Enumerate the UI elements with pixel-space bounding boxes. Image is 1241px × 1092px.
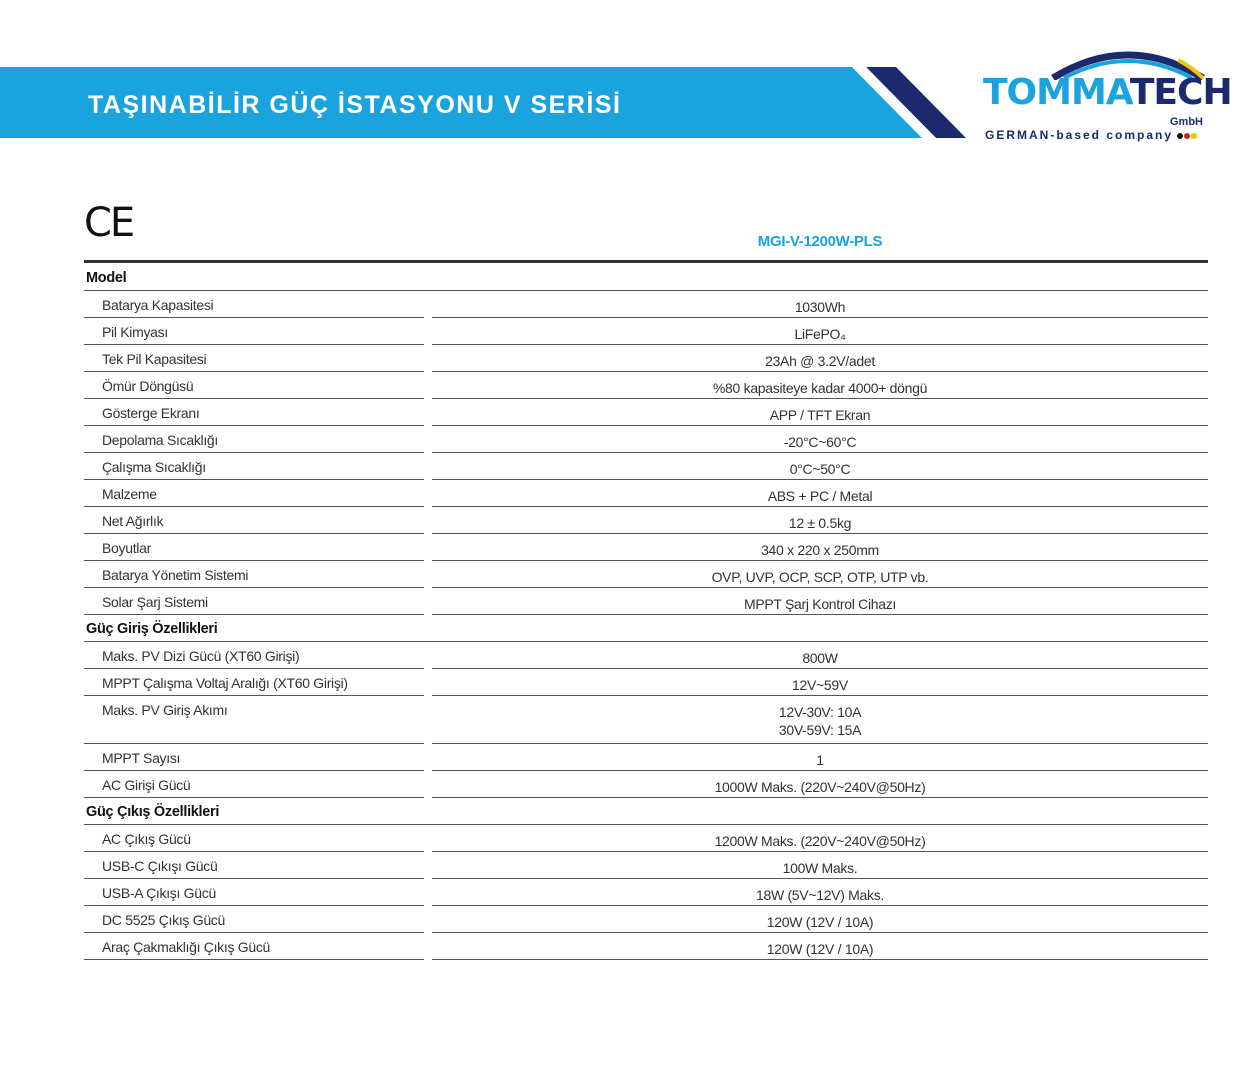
table-row	[84, 345, 1208, 372]
spec-value: 12 ± 0.5kg	[788, 515, 852, 531]
spec-value: 12V~59V	[792, 677, 848, 693]
table-row	[84, 825, 1208, 852]
table-row	[84, 480, 1208, 507]
spec-label: USB-A Çıkışı Gücü	[102, 885, 216, 901]
table-row	[84, 534, 1208, 561]
table-row	[84, 879, 1208, 906]
table-row	[84, 426, 1208, 453]
spec-value: LiFePO₄	[794, 326, 846, 342]
row-divider-left	[84, 959, 424, 960]
table-row	[84, 906, 1208, 933]
spec-label: Batarya Yönetim Sistemi	[102, 567, 249, 583]
spec-label: Boyutlar	[102, 540, 151, 556]
spec-label: Batarya Kapasitesi	[102, 297, 214, 313]
spec-label: Çalışma Sıcaklığı	[102, 459, 206, 475]
table-row	[84, 291, 1208, 318]
logo-wordmark: TOMMATECH	[983, 72, 1232, 113]
spec-value: OVP, UVP, OCP, SCP, OTP, UTP vb.	[711, 569, 929, 585]
spec-value: %80 kapasiteye kadar 4000+ döngü	[712, 380, 928, 396]
logo-tagline: GERMAN-based company	[985, 128, 1197, 142]
spec-value: 340 x 220 x 250mm	[761, 542, 879, 558]
spec-label: AC Girişi Gücü	[102, 777, 191, 793]
spec-label: Depolama Sıcaklığı	[102, 432, 218, 448]
spec-value: 1030Wh	[794, 299, 846, 315]
section-title: Güç Çıkış Özellikleri	[86, 804, 220, 820]
section-header-row	[84, 798, 1208, 825]
row-divider-right	[432, 959, 1208, 960]
spec-value: MPPT Şarj Kontrol Cihazı	[743, 596, 897, 612]
header-banner	[0, 67, 966, 138]
table-row	[84, 771, 1208, 798]
spec-value: 800W	[802, 650, 838, 666]
section-header-row	[84, 264, 1208, 291]
table-top-rule	[84, 260, 1208, 263]
table-row	[84, 696, 1208, 744]
section-header-row	[84, 615, 1208, 642]
spec-label: Net Ağırlık	[102, 513, 164, 529]
table-row	[84, 453, 1208, 480]
page-title: TAŞINABİLİR GÜÇ İSTASYONU V SERİSİ	[88, 91, 622, 119]
spec-label: MPPT Çalışma Voltaj Aralığı (XT60 Girişi)	[102, 675, 348, 691]
spec-value: 12V-30V: 10A 30V-59V: 15A	[778, 704, 862, 738]
spec-label: Maks. PV Dizi Gücü (XT60 Girişi)	[102, 648, 300, 664]
spec-value: 0°C~50°C	[789, 461, 851, 477]
spec-label: AC Çıkış Gücü	[102, 831, 191, 847]
spec-value: 1200W Maks. (220V~240V@50Hz)	[714, 833, 926, 849]
spec-value: APP / TFT Ekran	[769, 407, 871, 423]
table-row	[84, 399, 1208, 426]
spec-value: 1000W Maks. (220V~240V@50Hz)	[714, 779, 926, 795]
table-row	[84, 318, 1208, 345]
spec-value: ABS + PC / Metal	[767, 488, 873, 504]
spec-label: Gösterge Ekranı	[102, 405, 200, 421]
spec-label: USB-C Çıkışı Gücü	[102, 858, 218, 874]
spec-label: Malzeme	[102, 486, 157, 502]
table-row	[84, 588, 1208, 615]
spec-label: Solar Şarj Sistemi	[102, 594, 208, 610]
table-row	[84, 561, 1208, 588]
spec-value: 120W (12V / 10A)	[766, 914, 874, 930]
spec-value: 23Ah @ 3.2V/adet	[765, 353, 875, 369]
table-row	[84, 669, 1208, 696]
model-code: MGI-V-1200W-PLS	[757, 233, 883, 250]
spec-value: 120W (12V / 10A)	[766, 941, 874, 957]
logo-gmbh: GmbH	[1170, 116, 1203, 128]
table-row	[84, 507, 1208, 534]
table-row	[84, 744, 1208, 771]
spec-value: 1	[816, 752, 824, 768]
spec-label: Pil Kimyası	[102, 324, 168, 340]
spec-value: 100W Maks.	[782, 860, 858, 876]
table-row	[84, 933, 1208, 960]
spec-label: Tek Pil Kapasitesi	[102, 351, 207, 367]
table-row	[84, 642, 1208, 669]
spec-value: 18W (5V~12V) Maks.	[755, 887, 885, 903]
table-row	[84, 852, 1208, 879]
ce-mark-icon: CE	[84, 200, 134, 246]
section-title: Güç Giriş Özellikleri	[86, 621, 218, 637]
spec-value: -20°C~60°C	[783, 434, 857, 450]
spec-label: DC 5525 Çıkış Gücü	[102, 912, 225, 928]
german-flag-dots-icon	[1176, 128, 1197, 142]
table-row	[84, 372, 1208, 399]
section-title: Model	[86, 270, 127, 286]
spec-label: Maks. PV Giriş Akımı	[102, 702, 228, 718]
spec-label: MPPT Sayısı	[102, 750, 181, 766]
spec-label: Araç Çakmaklığı Çıkış Gücü	[102, 939, 271, 955]
company-logo	[980, 40, 1232, 145]
spec-label: Ömür Döngüsü	[102, 378, 194, 394]
